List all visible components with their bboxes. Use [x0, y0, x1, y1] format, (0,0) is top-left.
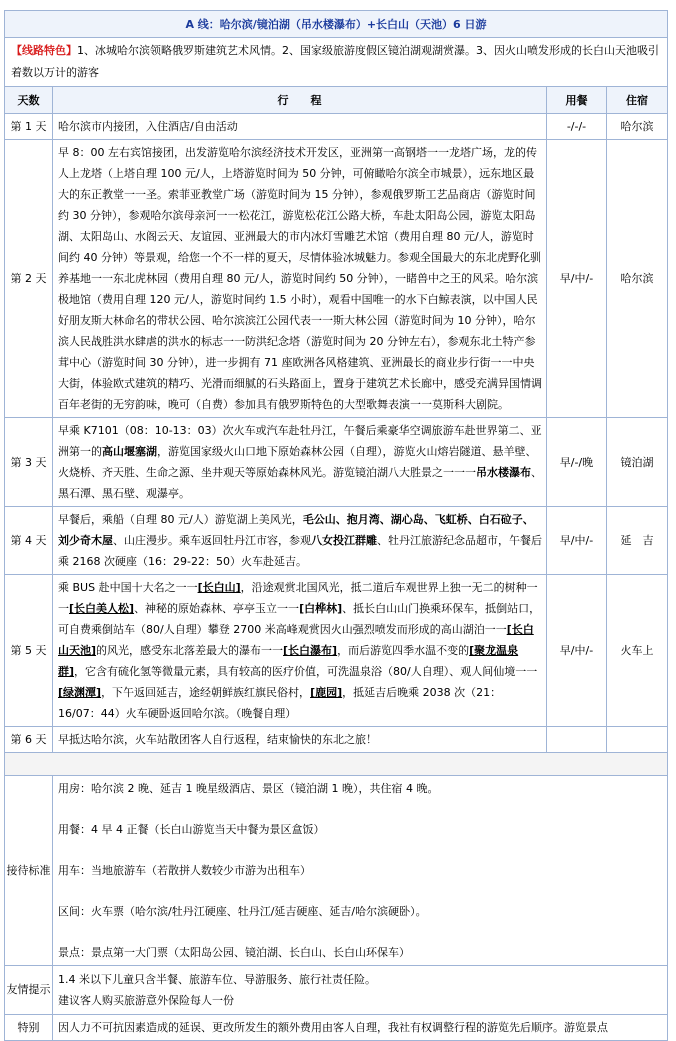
- day-meals: 早/-/晚: [547, 418, 607, 507]
- day-itinerary: [53, 727, 547, 753]
- itinerary-text: [长白瀑布]: [283, 644, 338, 657]
- itinerary-text: 早餐后，乘船（自理 80 元/人）游览湖上美风光，: [58, 513, 303, 526]
- itinerary-text: 的风光，感受东北落差最大的瀑布一一: [96, 644, 284, 657]
- day-rows: [5, 114, 668, 753]
- special-label: 特别: [5, 1015, 53, 1041]
- itinerary-text: 、神秘的原始森林、亭亭玉立一一: [134, 602, 300, 615]
- day-itinerary: [53, 507, 547, 575]
- itinerary-text: [长白美人松]: [69, 602, 135, 615]
- day-hotel: 火车上: [607, 575, 668, 727]
- day-row: [5, 727, 668, 753]
- itinerary-text: 早 8：00 左右宾馆接团，出发游览哈尔滨经济技术开发区，亚洲第一高钢塔一一龙塔广场，龙的传人上龙塔（上塔自理 100 元/人，上塔游览时间为 50 分钟，可俯瞰哈尔滨全市城景），远东地区最大的东正教堂一一圣。索菲亚教堂广场（游览时间为 15 分钟），参观俄罗斯工艺品商店（游览时间约 30 分钟），参观哈尔滨母亲河一一松花江，游览松花江公路大桥，车赴太阳岛公园，游览太阳岛湖、太阳岛山、水阁云天、友谊园、亚洲最大的市内冰灯雪雕艺术馆（费用自理 80 元/人，游览时间约 40 分钟）等景观，给您一个不一样的夏天，尽情体验冰城魅力。参观全国最大的东北虎野化驯养基地一一东北虎林园（费用自理 80 元/人，游览时间约 50 分钟），一睹兽中之王的风采。哈尔滨极地馆（费用自理 120 元/人，游览时间约 1.5 小时），观看中国唯一的水下白鲸表演，以中国人民好朋友斯大林命名的带状公园、哈尔滨滨江公园代表一一斯大林公园（游览时间为 10 分钟），哈尔滨人民战胜洪水肆虐的洪水的标志一一防洪纪念塔（游览时间为 20 分钟左右），参观东北土特产参茸中心（游览时间 30 分钟），进一步拥有 71 座欧洲各风格建筑、亚洲最长的商业步行街一一中央大街，体验欧式建筑的精巧、光滑而细腻的石头路面上，置身于建筑艺术长廊中，感受充满异国情调百年老街的无穷韵味，晚可（自费）参加具有俄罗斯特色的大型歌舞表演一一莫斯科大剧院。: [58, 146, 542, 411]
- day-hotel: 哈尔滨: [607, 114, 668, 140]
- itinerary-text: ，下午返回延吉，途经朝鲜族红旗民俗村，: [101, 686, 311, 699]
- itinerary-text: [聚龙温泉群]: [58, 644, 519, 678]
- tip-item: 建议客人购买旅游意外保险每人一份: [58, 994, 234, 1007]
- itinerary-text: 、抵长白山山门换乘环保车，抵倒站口，可自费乘倒站车（80/人自理）攀登 2700 米高峰观赏因火山强烈喷发而形成的高山湖泊一一: [58, 602, 541, 636]
- tips-label: 友情提示: [5, 966, 53, 1015]
- itinerary-text: 、黑石潭、黑石壁、观瀑亭。: [58, 466, 542, 500]
- day-number: 第 5 天: [5, 575, 53, 727]
- day-hotel: 镜泊湖: [607, 418, 668, 507]
- itinerary-text: ，游览国家级火山口地下原始森林公园（自理），游览火山熔岩隧道、悬羊壁、火烧桥、齐天胜、生命之源、坐井观天等原始森林风光。游览镜泊湖八大胜景之一一一: [58, 445, 537, 479]
- day-itinerary: [53, 140, 547, 418]
- itinerary-text: 吊水楼瀑布: [476, 466, 531, 479]
- itinerary-text: 早抵达哈尔滨，火车站散团客人自行返程，结束愉快的东北之旅！: [58, 733, 377, 746]
- itinerary-table: [4, 10, 668, 1041]
- header-hotel: 住宿: [607, 87, 668, 114]
- itinerary-text: [绿渊潭]: [58, 686, 102, 699]
- tip-item: 1.4 米以下儿童只含半餐、旅游车位、导游服务、旅行社责任险。: [58, 973, 376, 986]
- service-label: 接待标准: [5, 776, 53, 966]
- service-item: 景点：景点第一大门票（太阳岛公园、镜泊湖、长白山、长白山环保车）: [58, 946, 410, 959]
- day-number: 第 2 天: [5, 140, 53, 418]
- day-meals: 早/中/-: [547, 575, 607, 727]
- service-item: 用房：哈尔滨 2 晚、延吉 1 晚星级酒店、景区（镜泊湖 1 晚），共住宿 4 晚。: [58, 782, 439, 795]
- day-meals: [547, 727, 607, 753]
- itinerary-text: ，它含有硫化氢等微量元素，具有较高的医疗价值，可洗温泉浴（80/人自理）、观人间仙境一一: [74, 665, 538, 678]
- route-features-text: 1、冰城哈尔滨领略俄罗斯建筑艺术风情。2、国家级旅游度假区镜泊湖观湖赏瀑。3、因火山喷发形成的长白山天池吸引着数以万计的游客: [11, 44, 659, 79]
- itinerary-text: 八女投江群雕: [311, 534, 377, 547]
- table-header: [5, 87, 668, 114]
- itinerary-text: 高山堰塞湖: [102, 445, 157, 458]
- header-meals: 用餐: [547, 87, 607, 114]
- day-meals: 早/中/-: [547, 140, 607, 418]
- itinerary-text: [白桦林]: [299, 602, 343, 615]
- itinerary-text: 早乘 K7101（08：10-13：03）次火车或汽车赴牡丹江，午餐后乘豪华空调旅游车赴世界第二、亚洲第一的: [58, 424, 542, 458]
- day-row: [5, 418, 668, 507]
- special-text: 因人力不可抗因素造成的延误、更改所发生的额外费用由客人自理，我社有权调整行程的游览先后顺序。游览景点: [53, 1015, 668, 1041]
- day-hotel: 哈尔滨: [607, 140, 668, 418]
- itinerary-text: [长白山]: [197, 581, 241, 594]
- page-title: A 线：哈尔滨/镜泊湖（吊水楼瀑布）+长白山（天池）6 日游: [5, 11, 668, 38]
- itinerary-text: ，而后游览四季水温不变的: [337, 644, 470, 657]
- itinerary-text: [长白山天池]: [58, 623, 534, 657]
- route-features: [5, 38, 668, 87]
- day-meals: 早/中/-: [547, 507, 607, 575]
- tips-content: [53, 966, 668, 1015]
- day-meals: -/-/-: [547, 114, 607, 140]
- itinerary-text: ，沿途观赏北国风光，抵二道后车观世界上独一无二的树种一一: [58, 581, 538, 615]
- itinerary-text: ，抵延吉后晚乘 2038 次（21：16/07：44）火车硬卧返回哈尔滨。（晚餐自理）: [58, 686, 502, 720]
- header-day: 天数: [5, 87, 53, 114]
- day-row: [5, 114, 668, 140]
- service-standards: [53, 776, 668, 966]
- service-item: 区间：火车票（哈尔滨/牡丹江硬座、牡丹江/延吉硬座、延吉/哈尔滨硬卧）。: [58, 905, 427, 918]
- day-number: 第 6 天: [5, 727, 53, 753]
- day-hotel: [607, 727, 668, 753]
- day-row: [5, 507, 668, 575]
- itinerary-text: 、山庄漫步。乘车返回牡丹江市容，参观: [113, 534, 311, 547]
- day-number: 第 3 天: [5, 418, 53, 507]
- day-hotel: 延 吉: [607, 507, 668, 575]
- header-itinerary: 行 程: [53, 87, 547, 114]
- day-number: 第 4 天: [5, 507, 53, 575]
- day-row: [5, 575, 668, 727]
- itinerary-text: [鹿园]: [310, 686, 343, 699]
- day-row: [5, 140, 668, 418]
- itinerary-text: 毛公山、抱月湾、湖心岛、飞虹桥、白石砬子、刘少奇木屋: [58, 513, 534, 547]
- route-features-label: 【线路特色】: [11, 44, 77, 57]
- day-itinerary: [53, 114, 547, 140]
- day-number: 第 1 天: [5, 114, 53, 140]
- day-itinerary: [53, 418, 547, 507]
- service-item: 用餐：4 早 4 正餐（长白山游览当天中餐为景区盒饭）: [58, 823, 325, 836]
- itinerary-text: 、牡丹江旅游纪念品超市，午餐后乘 2168 次硬座（16：29-22：50）火车赴延吉。: [58, 534, 542, 568]
- itinerary-text: 乘 BUS 赴中国十大名之一一: [58, 581, 198, 594]
- spacer-row: [5, 753, 668, 776]
- service-item: 用车：当地旅游车（若散拼人数较少市游为出租车）: [58, 864, 311, 877]
- day-itinerary: [53, 575, 547, 727]
- itinerary-text: 哈尔滨市内接团，入住酒店/自由活动: [58, 120, 238, 133]
